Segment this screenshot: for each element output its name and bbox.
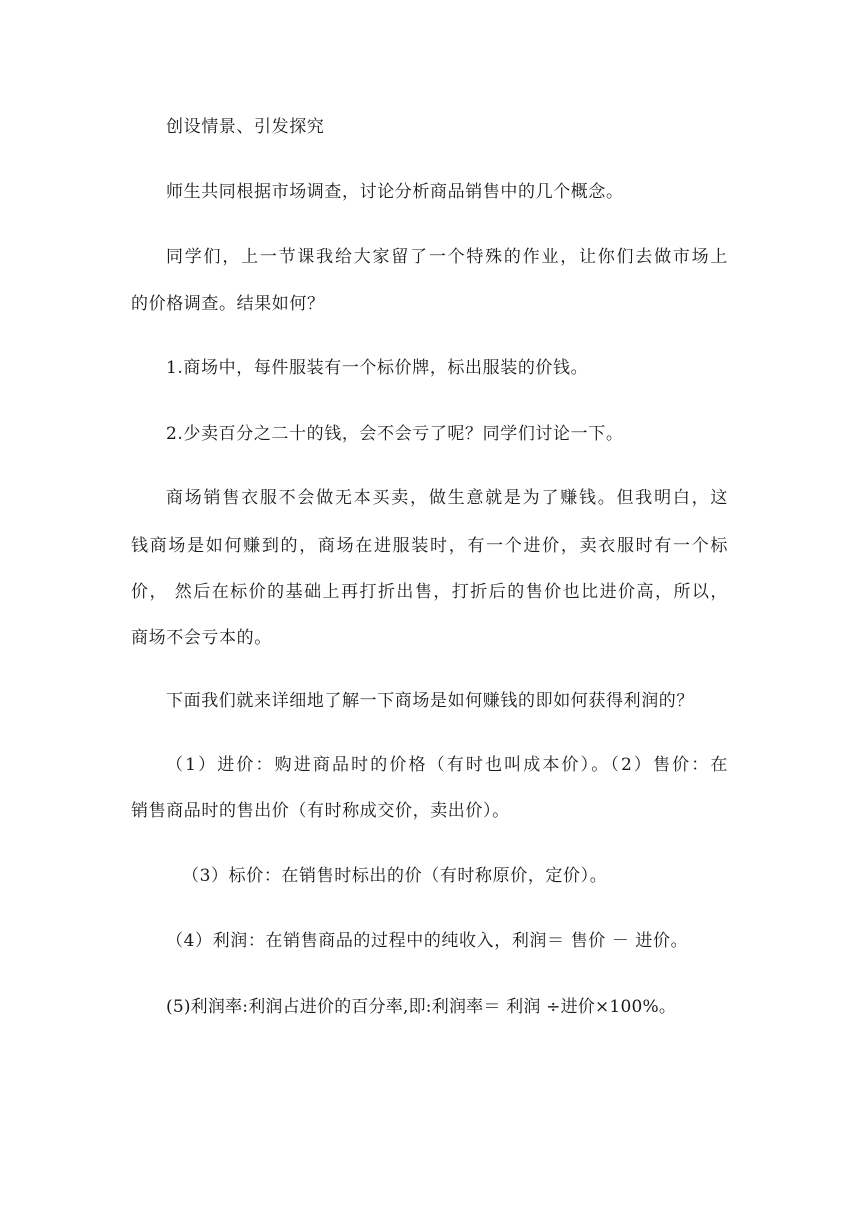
paragraph-homework-line-2: 的价格调查。结果如何？ (131, 294, 325, 314)
list-item-1: 1.商场中，每件服装有一个标价牌，标出服装的价钱。 (166, 358, 589, 378)
definition-cost-sale-line-2: 销售商品时的售出价（有时称成交价，卖出价）。 (131, 801, 510, 821)
definition-profit-rate: (5)利润率:利润占进价的百分率,即:利润率＝ 利润 ÷进价×100%。 (166, 997, 677, 1017)
paragraph-profit-question: 下面我们就来详细地了解一下商场是如何赚钱的即如何获得利润的？ (166, 691, 694, 711)
paragraph-explanation-line-3: 价， 然后在标价的基础上再打折出售，打折后的售价也比进价高，所以， (131, 582, 728, 602)
definition-marked-price: （3）标价：在销售时标出的价（有时称原价，定价）。 (182, 866, 608, 886)
paragraph-homework-line-1: 同学们，上一节课我给大家留了一个特殊的作业，让你们去做市场上 (166, 247, 728, 267)
list-item-2: 2.少卖百分之二十的钱，会不会亏了呢？同学们讨论一下。 (166, 424, 624, 444)
definition-profit: （4）利润：在销售商品的过程中的纯收入，利润＝ 售价 － 进价。 (166, 931, 689, 951)
paragraph-explanation-line-4: 商场不会亏本的。 (131, 628, 272, 648)
paragraph-explanation-line-2: 钱商场是如何赚到的，商场在进服装时，有一个进价，卖衣服时有一个标 (131, 536, 728, 556)
definition-cost-sale-line-1: （1）进价：购进商品时的价格（有时也叫成本价）。（2）售价：在 (166, 755, 728, 775)
paragraph-explanation-line-1: 商场销售衣服不会做无本买卖，做生意就是为了赚钱。但我明白，这 (166, 488, 728, 508)
paragraph-intro: 师生共同根据市场调查，讨论分析商品销售中的几个概念。 (166, 182, 624, 202)
section-heading: 创设情景、引发探究 (166, 117, 325, 137)
